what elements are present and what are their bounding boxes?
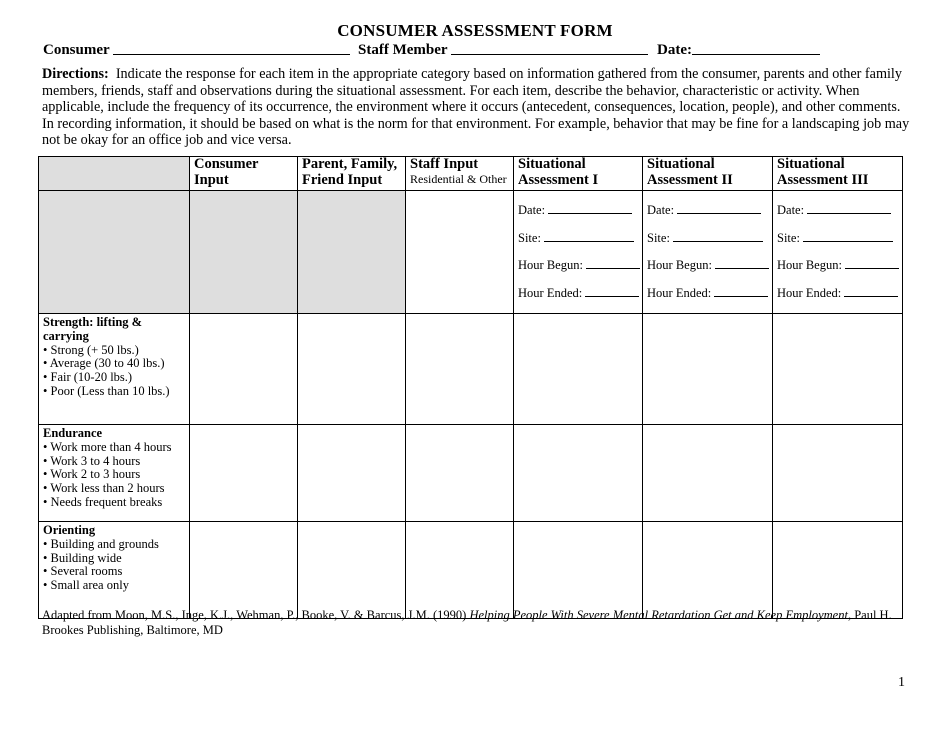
- hour-ended-entry[interactable]: [518, 286, 638, 314]
- date-field: [657, 40, 820, 59]
- site-entry-line[interactable]: [544, 231, 634, 242]
- staff-member-input-line[interactable]: [451, 40, 648, 55]
- col-label: Consumer Input: [194, 156, 259, 188]
- entry-cell[interactable]: [298, 425, 406, 522]
- date-entry-line[interactable]: [548, 203, 632, 214]
- consumer-field: [43, 40, 350, 59]
- entry-cell[interactable]: [773, 522, 903, 619]
- col-label: Staff Input: [410, 156, 479, 172]
- site-entry[interactable]: [777, 231, 898, 259]
- col-header-staff-input: [406, 157, 514, 191]
- date-entry-line[interactable]: [677, 203, 761, 214]
- entry-cell[interactable]: [643, 425, 773, 522]
- list-item: • Poor (Less than 10 lbs.): [43, 383, 170, 398]
- page-number: 1: [898, 675, 905, 690]
- staff-member-label: Staff Member: [358, 42, 448, 58]
- site-entry-label: Site:: [518, 230, 541, 245]
- hour-ended-label: Hour Ended:: [777, 285, 842, 300]
- col-label: Situational Assessment I: [518, 156, 599, 188]
- date-entry-label: Date:: [777, 203, 805, 217]
- corner-cell: [39, 157, 190, 191]
- hour-ended-entry[interactable]: [777, 286, 898, 314]
- site-entry-line[interactable]: [803, 231, 893, 242]
- col-header-parent-family-friend-input: [298, 157, 406, 191]
- col-sublabel: Residential & Other: [410, 171, 507, 186]
- date-entry-line[interactable]: [807, 203, 891, 214]
- list-item: • Fair (10-20 lbs.): [43, 370, 133, 385]
- entry-cell[interactable]: [643, 522, 773, 619]
- hour-begun-entry[interactable]: [518, 258, 638, 286]
- citation-suffix: Paul H. Brookes Publishing, Baltimore, MD: [42, 608, 892, 637]
- entry-cell[interactable]: [190, 314, 298, 425]
- col-label: Parent, Family, Friend Input: [302, 156, 398, 188]
- entry-cell[interactable]: [298, 314, 406, 425]
- list-item: • Building and grounds: [43, 536, 159, 551]
- list-item: • Work less than 2 hours: [43, 481, 165, 496]
- col-header-situational-assessment-2: [643, 157, 773, 191]
- date-entry-label: Date:: [518, 203, 546, 217]
- assessment-table: [38, 156, 903, 619]
- list-item: • Needs frequent breaks: [43, 494, 163, 509]
- site-entry[interactable]: [647, 231, 768, 259]
- date-entry[interactable]: [518, 203, 638, 231]
- row-title: Orienting: [43, 523, 96, 537]
- hour-ended-label: Hour Ended:: [518, 285, 583, 300]
- row-orienting: [39, 522, 903, 619]
- session-corner-cell: [39, 191, 190, 314]
- row-header-strength: [39, 314, 190, 425]
- site-entry-label: Site:: [777, 230, 800, 245]
- hour-begun-entry[interactable]: [777, 258, 898, 286]
- list-item: • Work more than 4 hours: [43, 439, 172, 454]
- row-title: Strength: lifting & carrying: [43, 315, 143, 343]
- site-entry-label: Site:: [647, 230, 670, 245]
- entry-cell[interactable]: [298, 522, 406, 619]
- entry-cell[interactable]: [514, 425, 643, 522]
- session-staff-cell[interactable]: [406, 191, 514, 314]
- row-header-endurance: [39, 425, 190, 522]
- row-strength: [39, 314, 903, 425]
- entry-cell[interactable]: [406, 522, 514, 619]
- col-label: Situational Assessment II: [647, 156, 733, 188]
- entry-cell[interactable]: [773, 314, 903, 425]
- site-entry[interactable]: [518, 231, 638, 259]
- consumer-input-line[interactable]: [113, 40, 350, 55]
- col-label: Situational Assessment III: [777, 156, 869, 188]
- hour-ended-entry[interactable]: [647, 286, 768, 314]
- session-info-row: [39, 191, 903, 314]
- citation-footnote: [42, 608, 902, 637]
- directions: [42, 66, 910, 149]
- hour-begun-entry[interactable]: [647, 258, 768, 286]
- staff-member-field: [358, 40, 648, 59]
- consumer-label: Consumer: [43, 42, 110, 58]
- hour-ended-line[interactable]: [585, 286, 639, 297]
- hour-begun-line[interactable]: [845, 258, 899, 269]
- hour-begun-line[interactable]: [715, 258, 769, 269]
- entry-cell[interactable]: [514, 522, 643, 619]
- entry-cell[interactable]: [773, 425, 903, 522]
- entry-cell[interactable]: [190, 425, 298, 522]
- list-item: • Several rooms: [43, 564, 123, 579]
- directions-label: Directions:: [42, 66, 109, 82]
- date-entry[interactable]: [647, 203, 768, 231]
- row-header-orienting: [39, 522, 190, 619]
- form-title: CONSUMER ASSESSMENT FORM: [337, 21, 613, 40]
- list-item: • Building wide: [43, 550, 122, 565]
- list-item: • Average (30 to 40 lbs.): [43, 356, 165, 371]
- citation-book-title: Helping People With Severe Mental Retardation Get and Keep Employment,: [469, 608, 852, 622]
- date-input-line[interactable]: [692, 40, 820, 55]
- hour-ended-line[interactable]: [844, 286, 898, 297]
- date-entry[interactable]: [777, 203, 898, 231]
- list-item: • Work 2 to 3 hours: [43, 467, 141, 482]
- session-consumer-cell: [190, 191, 298, 314]
- session-info-sa3: [773, 191, 903, 314]
- entry-cell[interactable]: [514, 314, 643, 425]
- col-header-consumer-input: [190, 157, 298, 191]
- date-label: Date:: [657, 42, 692, 58]
- directions-text: Indicate the response for each item in the appropriate category based on information gathered from the consumer, parents and other family members, friends, staff and observations during the situational assessment. For each item, describe the behavior, characteristic or activity. When applicable, include the frequency of its occurrence, the environment where it occurs (antecedent, consequences, location, people), and other comments. In recording information, it should be based on what is the norm for that environment. For example, behavior that may be fine for a landscaping job may not be okay for an office job and vice versa.: [42, 66, 910, 148]
- row-title: Endurance: [43, 426, 103, 440]
- entry-cell[interactable]: [406, 425, 514, 522]
- col-header-situational-assessment-1: [514, 157, 643, 191]
- list-item: • Small area only: [43, 578, 129, 593]
- site-entry-line[interactable]: [673, 231, 763, 242]
- list-item: • Work 3 to 4 hours: [43, 453, 141, 468]
- hour-ended-label: Hour Ended:: [647, 285, 712, 300]
- date-entry-label: Date:: [647, 203, 675, 217]
- hour-begun-line[interactable]: [586, 258, 640, 269]
- hour-begun-label: Hour Begun:: [647, 258, 712, 272]
- session-info-sa2: [643, 191, 773, 314]
- citation-prefix: Adapted from Moon, M.S., Inge, K.J., Wehman, P., Booke, V. & Barcus, J.M. (1990): [42, 608, 470, 622]
- col-header-situational-assessment-3: [773, 157, 903, 191]
- hour-begun-label: Hour Begun:: [777, 258, 842, 272]
- entry-cell[interactable]: [190, 522, 298, 619]
- session-info-sa1: [514, 191, 643, 314]
- row-endurance: [39, 425, 903, 522]
- session-parent-cell: [298, 191, 406, 314]
- entry-cell[interactable]: [406, 314, 514, 425]
- entry-cell[interactable]: [643, 314, 773, 425]
- hour-begun-label: Hour Begun:: [518, 258, 583, 272]
- hour-ended-line[interactable]: [714, 286, 768, 297]
- header-row: [39, 157, 903, 191]
- list-item: • Strong (+ 50 lbs.): [43, 342, 139, 357]
